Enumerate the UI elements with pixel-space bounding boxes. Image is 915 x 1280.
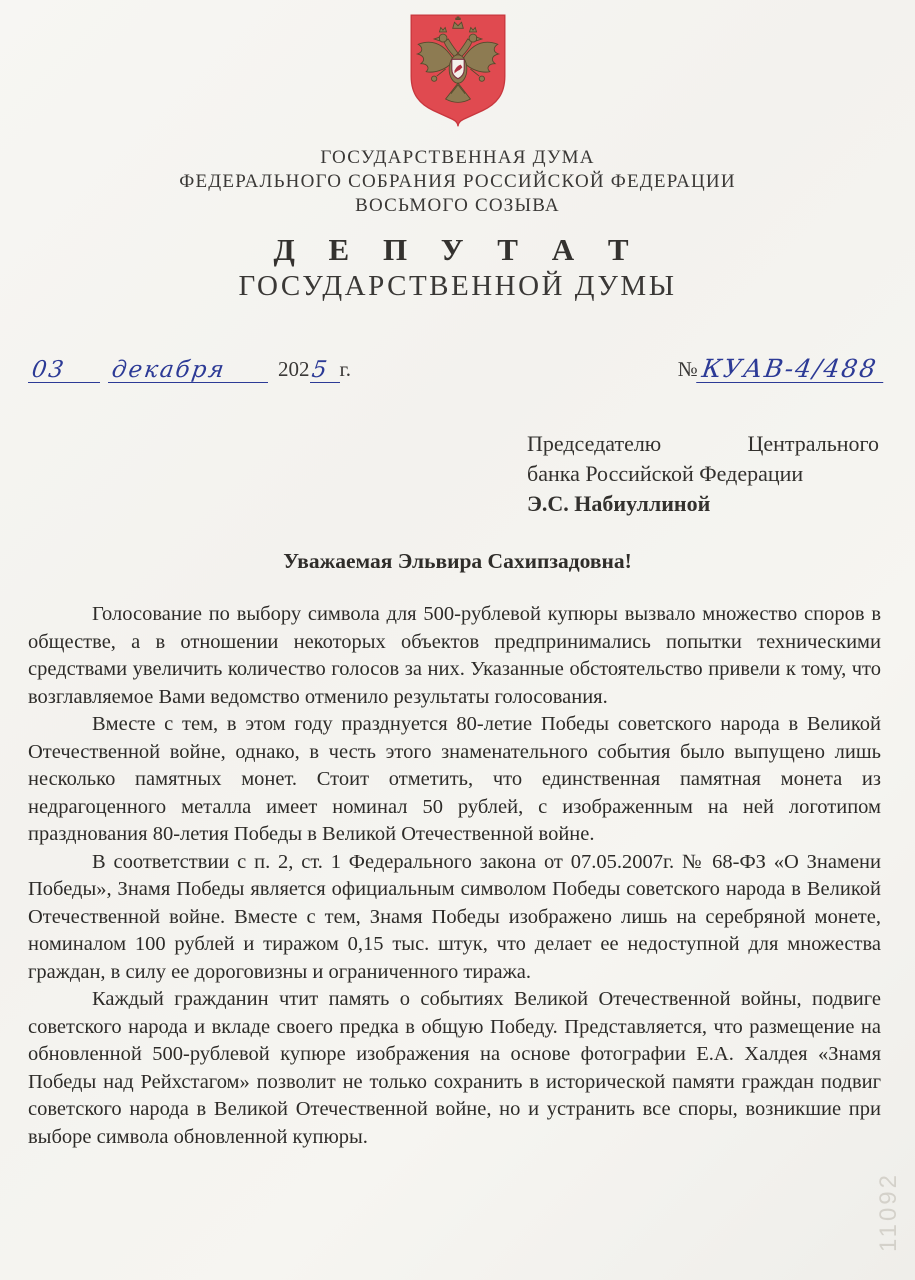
body-paragraph-3: В соответствии с п. 2, ст. 1 Федерального закона от 07.05.2007г. № 68-ФЗ «О Знамени Победы», Знамя Победы является официальным символом Победы советского народа в Великой Отечественной войне. Вместе с тем, Знамя Победы изображено лишь на серебряной монете, номиналом 100 рублей и тиражом 0,15 тыс. штук, что делает ее недоступной для множества граждан, в силу ее дороговизны и ограниченного тиража. (28, 850, 881, 983)
number-sign: № (677, 357, 698, 381)
date-field (28, 357, 351, 383)
number-value-handwritten: КУАВ-4/488 (696, 357, 887, 383)
body-paragraph-2: Вместе с тем, в этом году празднуется 80-летие Победы советского народа в Великой Отечественной войне, однако, в честь этого знаменательного события было выпущено лишь несколько памятных монет. Стоит отметить, что единственная памятная монета из недрагоценного металла имеет номинал 50 рублей, с изображенным на ней логотипом празднования 80-летия Победы в Великой Отечественной войне. (28, 713, 881, 845)
letterhead-org (0, 146, 915, 218)
letterhead-title-deputy: Д Е П У Т А Т (273, 232, 642, 267)
date-day-handwritten: 03 (30, 357, 68, 383)
org-name-line3: ВОСЬМОГО СОЗЫВА (355, 195, 560, 216)
date-year-handwritten: 5 (309, 357, 330, 383)
addressee-line1: Председателю Центрального (527, 431, 879, 456)
outgoing-number-field (677, 354, 885, 383)
letter-body (28, 601, 881, 1151)
date-suffix: г. (339, 357, 351, 381)
addressee-name: Э.С. Набиуллиной (527, 491, 711, 516)
addressee-line2: банка Российской Федерации (527, 461, 804, 486)
letterhead-title-duma: ГОСУДАРСТВЕННОЙ ДУМЫ (238, 270, 677, 302)
org-name-line2: ФЕДЕРАЛЬНОГО СОБРАНИЯ РОССИЙСКОЙ ФЕДЕРАЦИИ (179, 171, 736, 192)
body-paragraph-1: Голосование по выбору символа для 500-рублевой купюры вызвало множество споров в обществе, а в отношении некоторых объектов предпринимались попытки техническими средствами увеличить количество голосов за них. Указанные обстоятельство привели к тому, что возглавляемое Вами ведомство отменило результаты голосования. (28, 603, 881, 708)
body-paragraph-4: Каждый гражданин чтит память о событиях Великой Отечественной войны, подвиге советского народа и вкладе своего предка в общую Победу. Представляется, что размещение на обновленной 500-рублевой купюре изображения на основе фотографии Е.А. Халдея «Знамя Победы над Рейхстагом» позволит не только сохранить в исторической памяти граждан подвиг советского народа в Великой Отечественной войне, но и устранить все споры, возникшие при выборе символа обновленной купюры. (28, 988, 881, 1148)
addressee-block (527, 429, 879, 519)
reference-band (28, 343, 885, 383)
date-year-printed: 202 (278, 357, 310, 381)
salutation: Уважаемая Эльвира Сахипзадовна! (283, 549, 632, 573)
bleed-through-number: 11092 (875, 1172, 902, 1252)
russia-coat-of-arms-icon (405, 10, 511, 128)
date-month-handwritten: декабря (110, 357, 228, 383)
org-name-line1: ГОСУДАРСТВЕННАЯ ДУМА (320, 147, 595, 168)
